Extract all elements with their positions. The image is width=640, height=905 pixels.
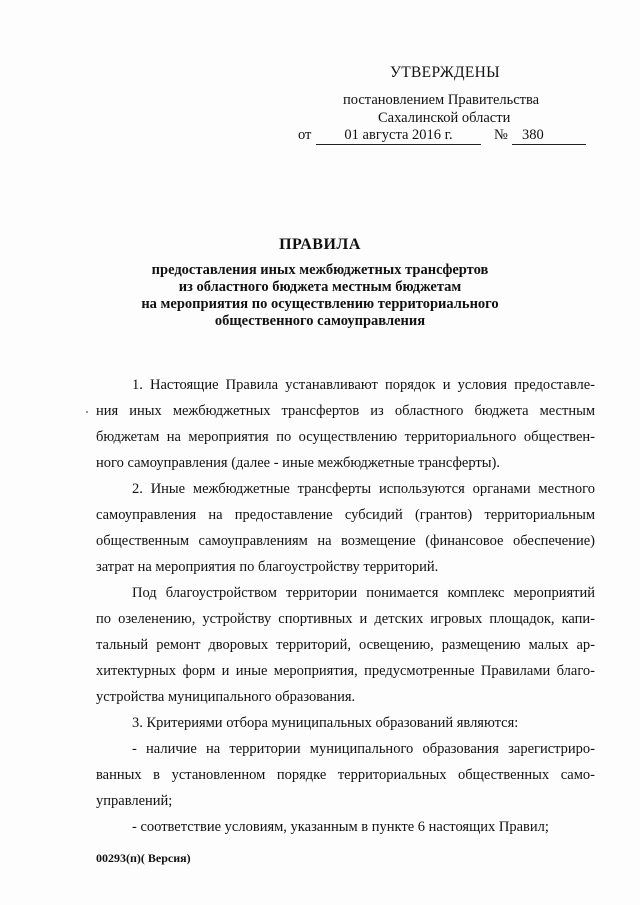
footer-code: 00293(п)( Версия) [96, 851, 191, 865]
body-line: по озеленению, устройству спортивных и детских игровых площадок, капи- [96, 611, 595, 627]
body-line: общественным самоуправлениям на возмещение (финансовое обеспечение) [96, 533, 595, 549]
subtitle-line: общественного самоуправления [214, 313, 426, 329]
body-line: хитектурных форм и иные мероприятия, предусмотренные Правилами благо- [96, 663, 595, 679]
approval-line-2: Сахалинской области [378, 110, 511, 126]
number-label: № [494, 127, 508, 143]
body-line: ванных в установленном порядке территориальных общественных само- [96, 767, 595, 783]
body-line: тальный ремонт дворовых территорий, освещению, размещению малых ар- [96, 637, 595, 653]
body-line: устройства муниципального образования. [96, 689, 356, 705]
subtitle-line: предоставления иных межбюджетных трансфертов [151, 262, 489, 278]
body-line: самоуправления на предоставление субсидий (грантов) территориальным [96, 507, 595, 523]
approval-date: 01 августа 2016 г. [316, 127, 481, 145]
document-subtitle [0, 262, 640, 330]
subtitle-line: из областного бюджета местным бюджетам [178, 279, 462, 295]
body-line: управлений; [96, 793, 173, 809]
body-line: бюджетам на мероприятия по осуществлению территориального обществен- [96, 429, 595, 445]
body-line: 3. Критериями отбора муниципальных образований являются: [132, 715, 519, 731]
approval-heading: УТВЕРЖДЕНЫ [390, 64, 500, 81]
document-title: ПРАВИЛА [279, 236, 361, 253]
body-line: затрат на мероприятия по благоустройству территорий. [96, 559, 439, 575]
approval-line-1: постановлением Правительства [343, 92, 540, 108]
from-label: от [298, 127, 312, 143]
approval-number: 380 [512, 127, 586, 145]
body-line: 2. Иные межбюджетные трансферты используются органами местного [132, 481, 595, 497]
body-line: ния иных межбюджетных трансфертов из областного бюджета местным [96, 403, 595, 419]
body-line: - соответствие условиям, указанным в пункте 6 настоящих Правил; [132, 819, 549, 835]
body-line: - наличие на территории муниципального образования зарегистриро- [132, 741, 595, 757]
body-line: ного самоуправления (далее - иные межбюджетные трансферты). [96, 455, 500, 471]
body-line: Под благоустройством территории понимается комплекс мероприятий [132, 585, 595, 601]
scan-speck [86, 411, 88, 413]
subtitle-line: на мероприятия по осуществлению территориального [141, 296, 499, 312]
body-line: 1. Настоящие Правила устанавливают порядок и условия предоставле- [132, 377, 595, 393]
document-body [96, 372, 595, 840]
